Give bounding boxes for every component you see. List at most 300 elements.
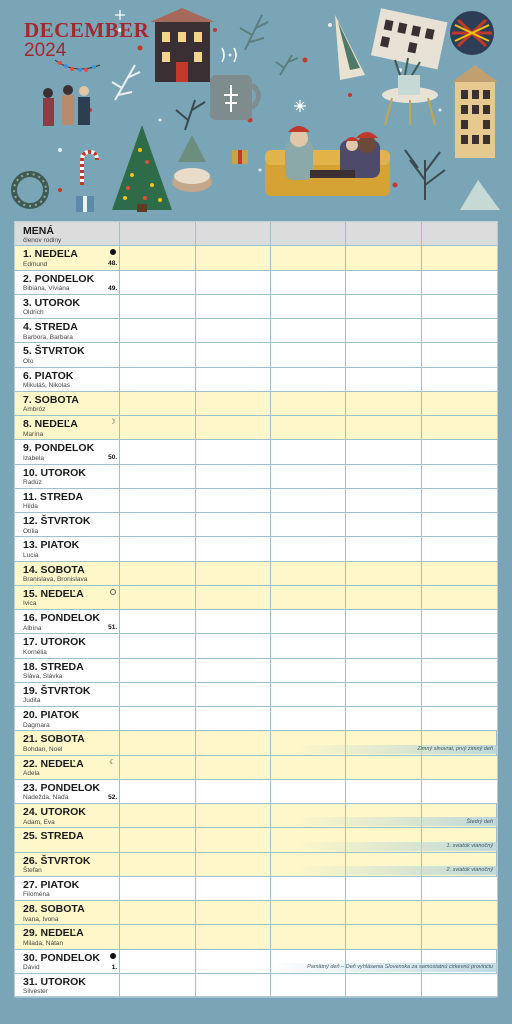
family-note-cell[interactable] bbox=[196, 392, 271, 415]
family-note-cell[interactable] bbox=[196, 319, 271, 342]
day-row bbox=[15, 513, 497, 537]
names-header-title: MENÁ bbox=[23, 225, 54, 237]
small-tree-icon bbox=[178, 135, 206, 162]
day-cell bbox=[15, 489, 120, 512]
family-note-cell[interactable] bbox=[422, 319, 497, 342]
day-row bbox=[15, 780, 497, 804]
family-note-cell[interactable] bbox=[196, 537, 271, 560]
holiday-label: Štedrý deň bbox=[466, 818, 493, 825]
family-note-cell[interactable] bbox=[196, 586, 271, 609]
holiday-band bbox=[297, 817, 497, 826]
day-cell bbox=[15, 246, 120, 269]
day-cell bbox=[15, 465, 120, 488]
family-note-cell[interactable] bbox=[196, 246, 271, 269]
day-label: 20. PIATOK bbox=[23, 709, 80, 721]
nameday-names: Radúz bbox=[23, 479, 42, 486]
day-label: 22. NEDEĽA bbox=[23, 757, 84, 770]
holiday-label: Pamätný deň – Deň vyhlásenia Slovenska za samostatnú cirkevnú provinciu bbox=[307, 964, 493, 971]
day-row bbox=[15, 368, 497, 392]
family-note-cell[interactable] bbox=[196, 465, 271, 488]
family-note-cell[interactable] bbox=[422, 392, 497, 415]
day-row bbox=[15, 659, 497, 683]
family-note-cell[interactable] bbox=[120, 950, 195, 973]
nameday-names: Albína bbox=[23, 624, 42, 632]
family-note-cell[interactable] bbox=[196, 489, 271, 512]
day-label: 9. PONDELOK bbox=[23, 442, 95, 455]
day-cell bbox=[15, 756, 120, 779]
holiday-band bbox=[297, 745, 497, 754]
family-note-cell[interactable] bbox=[271, 392, 346, 415]
nameday-names: Dagmara bbox=[23, 721, 50, 729]
day-label: 26. ŠTVRTOK bbox=[23, 854, 91, 867]
nameday-names: Izabela bbox=[23, 454, 44, 462]
nameday-names: Milada, Nátan bbox=[23, 939, 64, 947]
day-row bbox=[15, 634, 497, 658]
family-note-cell[interactable] bbox=[271, 271, 346, 294]
family-note-cell[interactable] bbox=[422, 246, 497, 269]
building-icon bbox=[371, 8, 447, 69]
family-note-cell[interactable] bbox=[271, 440, 346, 463]
family-note-cell[interactable] bbox=[196, 974, 271, 997]
family-note-cell[interactable] bbox=[422, 368, 497, 391]
family-note-cell[interactable] bbox=[196, 731, 271, 754]
family-note-cell[interactable] bbox=[346, 780, 421, 803]
week-number: 49. bbox=[108, 284, 118, 292]
family-note-cell[interactable] bbox=[271, 246, 346, 269]
family-column-header[interactable] bbox=[120, 222, 195, 245]
family-note-cell[interactable] bbox=[346, 925, 421, 948]
day-row bbox=[15, 271, 497, 295]
sofa-icon bbox=[265, 126, 390, 196]
family-note-cell[interactable] bbox=[346, 416, 421, 439]
family-note-cell[interactable] bbox=[196, 343, 271, 366]
snowy-branch-icon bbox=[112, 65, 140, 100]
family-note-cell[interactable] bbox=[120, 246, 195, 269]
day-label: 14. SOBOTA bbox=[23, 563, 85, 576]
tree-icon bbox=[335, 15, 365, 80]
nameday-names: Adela bbox=[23, 770, 40, 777]
day-row bbox=[15, 877, 497, 901]
day-cell bbox=[15, 853, 120, 876]
day-cell bbox=[15, 368, 120, 391]
family-note-cell[interactable] bbox=[120, 562, 195, 585]
family-column-header[interactable] bbox=[346, 222, 421, 245]
day-row bbox=[15, 610, 497, 634]
family-note-cell[interactable] bbox=[346, 562, 421, 585]
family-note-cell[interactable] bbox=[120, 440, 195, 463]
family-note-cell[interactable] bbox=[271, 877, 346, 900]
nameday-names: Lucia bbox=[23, 551, 39, 559]
family-note-cell[interactable] bbox=[422, 659, 497, 682]
bare-tree-icon bbox=[405, 150, 445, 200]
moon-phase-new-icon bbox=[110, 953, 116, 959]
family-note-cell[interactable] bbox=[422, 465, 497, 488]
family-note-cell[interactable] bbox=[346, 392, 421, 415]
day-row bbox=[15, 343, 497, 367]
family-note-cell[interactable] bbox=[422, 440, 497, 463]
family-note-cell[interactable] bbox=[196, 562, 271, 585]
day-cell bbox=[15, 683, 120, 706]
family-note-cell[interactable] bbox=[120, 634, 195, 657]
family-note-cell[interactable] bbox=[346, 295, 421, 318]
holiday-label: Zimný slnovrat, prvý zimný deň bbox=[417, 746, 493, 752]
day-label: 15. NEDEĽA bbox=[23, 587, 84, 600]
day-label: 19. ŠTVRTOK bbox=[23, 684, 91, 697]
family-note-cell[interactable] bbox=[196, 925, 271, 948]
family-note-cell[interactable] bbox=[271, 634, 346, 657]
family-note-cell[interactable] bbox=[422, 416, 497, 439]
family-note-cell[interactable] bbox=[196, 853, 271, 876]
day-cell bbox=[15, 440, 120, 463]
family-note-cell[interactable] bbox=[422, 489, 497, 512]
family-note-cell[interactable] bbox=[346, 707, 421, 730]
nameday-names: Sláva, Slávka bbox=[23, 673, 63, 680]
day-label: 17. UTOROK bbox=[23, 636, 86, 649]
day-row bbox=[15, 950, 497, 974]
family-note-cell[interactable] bbox=[271, 780, 346, 803]
day-label: 10. UTOROK bbox=[23, 466, 86, 479]
family-note-cell[interactable] bbox=[422, 707, 497, 730]
day-label: 16. PONDELOK bbox=[23, 612, 101, 624]
family-note-cell[interactable] bbox=[271, 925, 346, 948]
day-row bbox=[15, 901, 497, 925]
family-note-cell[interactable] bbox=[422, 925, 497, 948]
day-cell bbox=[15, 877, 120, 900]
day-cell bbox=[15, 586, 120, 609]
nameday-names: Štefan bbox=[23, 867, 42, 874]
day-row bbox=[15, 392, 497, 416]
family-note-cell[interactable] bbox=[120, 465, 195, 488]
family-note-cell[interactable] bbox=[271, 610, 346, 633]
family-note-cell[interactable] bbox=[422, 343, 497, 366]
family-note-cell[interactable] bbox=[271, 901, 346, 924]
family-note-cell[interactable] bbox=[346, 489, 421, 512]
day-row bbox=[15, 586, 497, 610]
day-row bbox=[15, 319, 497, 343]
family-note-cell[interactable] bbox=[271, 586, 346, 609]
family-note-cell[interactable] bbox=[271, 562, 346, 585]
family-note-cell[interactable] bbox=[271, 707, 346, 730]
holiday-label: 2. sviatok vianočný bbox=[446, 867, 493, 874]
family-note-cell[interactable] bbox=[120, 659, 195, 682]
day-label: 8. NEDEĽA bbox=[23, 418, 78, 430]
nameday-names: Marína bbox=[23, 430, 44, 438]
family-note-cell[interactable] bbox=[196, 683, 271, 706]
family-column-header[interactable] bbox=[271, 222, 346, 245]
day-row bbox=[15, 683, 497, 707]
day-label: 25. STREDA bbox=[23, 830, 84, 843]
day-label: 11. STREDA bbox=[23, 490, 84, 503]
family-note-cell[interactable] bbox=[120, 368, 195, 391]
day-row bbox=[15, 707, 497, 731]
family-note-cell[interactable] bbox=[196, 756, 271, 779]
family-note-cell[interactable] bbox=[346, 974, 421, 997]
family-note-cell[interactable] bbox=[120, 756, 195, 779]
calendar-grid bbox=[14, 221, 498, 997]
family-note-cell[interactable] bbox=[271, 756, 346, 779]
family-note-cell[interactable] bbox=[346, 465, 421, 488]
day-row bbox=[15, 756, 497, 780]
family-note-cell[interactable] bbox=[271, 974, 346, 997]
day-row bbox=[15, 246, 497, 270]
plant-table-icon bbox=[382, 58, 438, 125]
day-row bbox=[15, 804, 497, 828]
family-note-cell[interactable] bbox=[120, 828, 195, 851]
calendar-header bbox=[0, 0, 512, 220]
day-row bbox=[15, 295, 497, 319]
people-icon bbox=[43, 85, 90, 126]
family-note-cell[interactable] bbox=[120, 731, 195, 754]
family-note-cell[interactable] bbox=[346, 683, 421, 706]
family-note-cell[interactable] bbox=[120, 295, 195, 318]
nameday-names: Ivica bbox=[23, 600, 37, 608]
family-note-cell[interactable] bbox=[346, 659, 421, 682]
family-note-cell[interactable] bbox=[422, 513, 497, 536]
week-number: 51. bbox=[108, 624, 118, 631]
nameday-names: Hilda bbox=[23, 503, 38, 511]
family-note-cell[interactable] bbox=[120, 343, 195, 366]
nameday-names: Oldrich bbox=[23, 309, 44, 317]
ornament-icon bbox=[450, 11, 494, 55]
nameday-names: Bohdan, Noel bbox=[23, 745, 63, 753]
day-label: 3. UTOROK bbox=[23, 296, 80, 309]
family-note-cell[interactable] bbox=[346, 610, 421, 633]
nameday-names: Barbora, Barbara bbox=[23, 333, 73, 341]
day-label: 4. STREDA bbox=[23, 321, 78, 333]
nameday-names: Bibiána, Viviána bbox=[23, 285, 70, 292]
holiday-label: 1. sviatok vianočný bbox=[446, 843, 493, 849]
day-row bbox=[15, 925, 497, 949]
family-note-cell[interactable] bbox=[422, 586, 497, 609]
nameday-names: Nadežda, Naďa bbox=[23, 794, 69, 802]
names-header-cell bbox=[15, 222, 120, 245]
family-note-cell[interactable] bbox=[120, 974, 195, 997]
day-label: 31. UTOROK bbox=[23, 975, 86, 988]
christmas-tree-icon bbox=[112, 125, 172, 212]
family-note-cell[interactable] bbox=[196, 610, 271, 633]
family-note-cell[interactable] bbox=[422, 683, 497, 706]
family-note-cell[interactable] bbox=[422, 901, 497, 924]
day-cell bbox=[15, 974, 120, 997]
family-note-cell[interactable] bbox=[422, 780, 497, 803]
day-cell bbox=[15, 562, 120, 585]
family-note-cell[interactable] bbox=[346, 756, 421, 779]
day-label: 24. UTOROK bbox=[23, 806, 86, 818]
family-note-cell[interactable] bbox=[196, 707, 271, 730]
family-note-cell[interactable] bbox=[120, 416, 195, 439]
family-note-cell[interactable] bbox=[422, 877, 497, 900]
day-cell bbox=[15, 707, 120, 730]
day-cell bbox=[15, 780, 120, 803]
family-column-header[interactable] bbox=[196, 222, 271, 245]
day-label: 21. SOBOTA bbox=[23, 733, 85, 746]
family-note-cell[interactable] bbox=[346, 877, 421, 900]
family-note-cell[interactable] bbox=[196, 804, 271, 827]
day-row bbox=[15, 465, 497, 489]
family-note-cell[interactable] bbox=[422, 756, 497, 779]
day-label: 5. ŠTVRTOK bbox=[23, 345, 85, 358]
family-note-cell[interactable] bbox=[196, 295, 271, 318]
holiday-band bbox=[297, 866, 497, 875]
day-cell bbox=[15, 950, 120, 973]
family-note-cell[interactable] bbox=[422, 271, 497, 294]
family-note-cell[interactable] bbox=[196, 828, 271, 851]
moon-phase-first-icon: ☽ bbox=[109, 419, 116, 426]
family-note-cell[interactable] bbox=[422, 295, 497, 318]
nameday-names: Edmund bbox=[23, 260, 48, 268]
year-title: 2024 bbox=[24, 40, 67, 61]
family-note-cell[interactable] bbox=[120, 853, 195, 876]
family-note-cell[interactable] bbox=[346, 440, 421, 463]
family-note-cell[interactable] bbox=[346, 271, 421, 294]
day-cell bbox=[15, 901, 120, 924]
day-cell bbox=[15, 295, 120, 318]
day-row bbox=[15, 853, 497, 877]
family-note-cell[interactable] bbox=[271, 489, 346, 512]
family-note-cell[interactable] bbox=[196, 634, 271, 657]
day-cell bbox=[15, 731, 120, 754]
family-note-cell[interactable] bbox=[271, 465, 346, 488]
nameday-names: Branislava, Bronislava bbox=[23, 576, 88, 583]
day-row bbox=[15, 416, 497, 440]
family-note-cell[interactable] bbox=[346, 368, 421, 391]
moon-phase-full-icon bbox=[110, 589, 116, 595]
day-cell bbox=[15, 343, 120, 366]
family-note-cell[interactable] bbox=[120, 707, 195, 730]
family-note-cell[interactable] bbox=[196, 513, 271, 536]
day-row bbox=[15, 440, 497, 464]
day-label: 12. ŠTVRTOK bbox=[23, 515, 91, 527]
day-cell bbox=[15, 537, 120, 560]
day-cell bbox=[15, 392, 120, 415]
family-note-cell[interactable] bbox=[346, 586, 421, 609]
family-note-cell[interactable] bbox=[271, 513, 346, 536]
day-row bbox=[15, 562, 497, 586]
family-note-cell[interactable] bbox=[346, 901, 421, 924]
day-label: 18. STREDA bbox=[23, 660, 84, 673]
day-label: 30. PONDELOK bbox=[23, 951, 101, 964]
family-note-cell[interactable] bbox=[120, 319, 195, 342]
nameday-names: Ivana, Ivona bbox=[23, 915, 59, 923]
family-note-cell[interactable] bbox=[422, 634, 497, 657]
nameday-names: Judita bbox=[23, 697, 41, 705]
family-note-cell[interactable] bbox=[346, 513, 421, 536]
family-note-cell[interactable] bbox=[196, 659, 271, 682]
nameday-names: Ambróz bbox=[23, 406, 46, 414]
family-note-cell[interactable] bbox=[120, 537, 195, 560]
day-cell bbox=[15, 659, 120, 682]
family-note-cell[interactable] bbox=[120, 901, 195, 924]
nameday-names: Filoména bbox=[23, 891, 50, 899]
moon-phase-last-icon: ☾ bbox=[109, 758, 116, 766]
day-label: 2. PONDELOK bbox=[23, 272, 95, 285]
day-cell bbox=[15, 416, 120, 439]
family-note-cell[interactable] bbox=[271, 295, 346, 318]
names-header-subtitle: členov rodiny bbox=[23, 236, 62, 244]
family-note-cell[interactable] bbox=[271, 416, 346, 439]
family-note-cell[interactable] bbox=[120, 489, 195, 512]
day-label: 27. PIATOK bbox=[23, 878, 80, 891]
family-note-cell[interactable] bbox=[271, 537, 346, 560]
week-number: 52. bbox=[108, 793, 118, 801]
family-note-cell[interactable] bbox=[120, 392, 195, 415]
family-note-cell[interactable] bbox=[346, 343, 421, 366]
family-note-cell[interactable] bbox=[120, 610, 195, 633]
family-note-cell[interactable] bbox=[271, 343, 346, 366]
family-note-cell[interactable] bbox=[196, 780, 271, 803]
family-note-cell[interactable] bbox=[346, 246, 421, 269]
family-note-cell[interactable] bbox=[346, 319, 421, 342]
day-label: 7. SOBOTA bbox=[23, 393, 79, 406]
family-note-cell[interactable] bbox=[196, 271, 271, 294]
nameday-names: Silvester bbox=[23, 988, 48, 996]
house-icon bbox=[150, 8, 215, 82]
family-note-cell[interactable] bbox=[120, 877, 195, 900]
family-note-cell[interactable] bbox=[196, 440, 271, 463]
family-note-cell[interactable] bbox=[120, 925, 195, 948]
family-note-cell[interactable] bbox=[422, 537, 497, 560]
tall-building-icon bbox=[452, 65, 498, 158]
day-label: 13. PIATOK bbox=[23, 539, 80, 552]
family-note-cell[interactable] bbox=[346, 537, 421, 560]
day-cell bbox=[15, 610, 120, 633]
day-label: 28. SOBOTA bbox=[23, 903, 85, 915]
family-note-cell[interactable] bbox=[422, 974, 497, 997]
day-cell bbox=[15, 513, 120, 536]
family-note-cell[interactable] bbox=[120, 804, 195, 827]
family-note-cell[interactable] bbox=[271, 368, 346, 391]
day-row bbox=[15, 828, 497, 852]
family-note-cell[interactable] bbox=[120, 683, 195, 706]
small-tree-right-icon bbox=[460, 180, 500, 210]
mug-icon bbox=[210, 48, 259, 120]
family-note-cell[interactable] bbox=[120, 586, 195, 609]
family-note-cell[interactable] bbox=[271, 659, 346, 682]
moon-phase-new-icon bbox=[110, 249, 116, 255]
day-cell bbox=[15, 319, 120, 342]
week-number: 48. bbox=[108, 260, 118, 268]
family-note-cell[interactable] bbox=[120, 513, 195, 536]
day-row bbox=[15, 537, 497, 561]
day-label: 29. NEDEĽA bbox=[23, 927, 84, 940]
family-column-header[interactable] bbox=[422, 222, 497, 245]
family-note-cell[interactable] bbox=[196, 368, 271, 391]
wreath-icon bbox=[14, 174, 46, 206]
family-note-cell[interactable] bbox=[271, 683, 346, 706]
nameday-names: Oto bbox=[23, 357, 34, 365]
family-note-cell[interactable] bbox=[422, 562, 497, 585]
family-note-cell[interactable] bbox=[196, 416, 271, 439]
day-row bbox=[15, 974, 497, 998]
nameday-names: Mikuláš, Nikolas bbox=[23, 382, 70, 389]
family-note-cell[interactable] bbox=[196, 950, 271, 973]
family-note-cell[interactable] bbox=[120, 780, 195, 803]
family-note-cell[interactable] bbox=[196, 877, 271, 900]
day-row bbox=[15, 731, 497, 755]
day-label: 1. NEDEĽA bbox=[23, 248, 78, 261]
family-note-cell[interactable] bbox=[196, 901, 271, 924]
day-cell bbox=[15, 271, 120, 294]
nameday-names: Otília bbox=[23, 527, 39, 535]
holiday-band bbox=[297, 842, 497, 851]
family-note-cell[interactable] bbox=[271, 319, 346, 342]
family-note-cell[interactable] bbox=[120, 271, 195, 294]
family-note-cell[interactable] bbox=[422, 610, 497, 633]
candy-cane-icon bbox=[82, 152, 97, 185]
day-label: 6. PIATOK bbox=[23, 369, 74, 382]
day-label: 23. PONDELOK bbox=[23, 781, 101, 794]
family-note-cell[interactable] bbox=[346, 634, 421, 657]
